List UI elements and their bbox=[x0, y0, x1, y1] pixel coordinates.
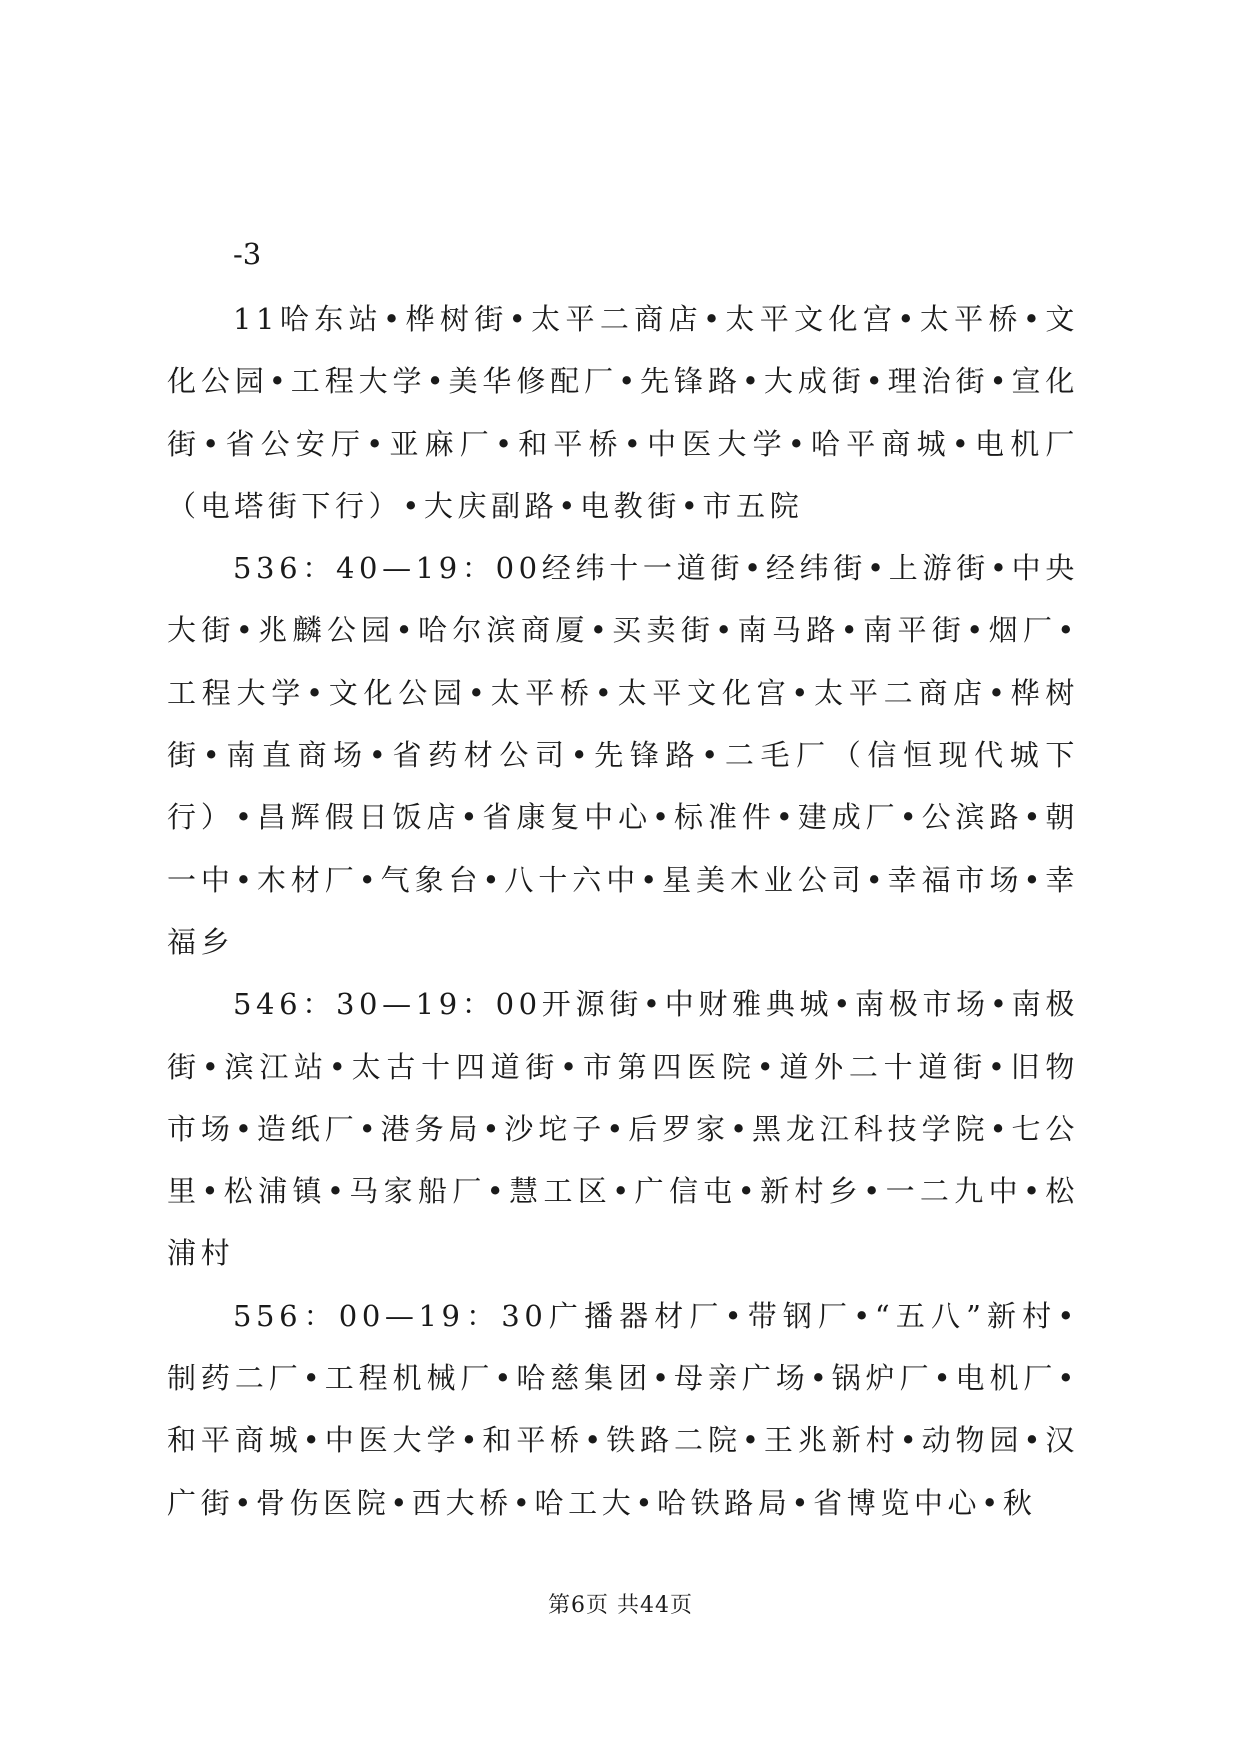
paragraph-page-marker: -3 bbox=[233, 237, 262, 271]
paragraph-route-54: 546：30—19：00开源街•中财雅典城•南极市场•南极街•滨江站•太古十四道街•市第四医院•道外二十道街•旧物市场•造纸厂•港务局•沙坨子•后罗家•黑龙江科技学院•七公里•松浦镇•马家船厂•慧工区•广信屯•新村乡•一二九中•松浦村 bbox=[167, 987, 1079, 1271]
paragraph-route-55: 556：00—19：30广播器材厂•带钢厂•“五八”新村•制药二厂•工程机械厂•哈慈集团•母亲广场•锅炉厂•电机厂•和平商城•中医大学•和平桥•铁路二院•王兆新村•动物园•汉广街•骨伤医院•西大桥•哈工大•哈铁路局•省博览中心•秋 bbox=[167, 1298, 1079, 1520]
paragraph-route-11: 11哈东站•桦树街•太平二商店•太平文化宫•太平桥•文化公园•工程大学•美华修配厂•先锋路•大成街•理治街•宣化街•省公安厅•亚麻厂•和平桥•中医大学•哈平商城•电机厂（电塔街下行）•大庆副路•电教街•市五院 bbox=[167, 302, 1079, 523]
page-footer: 第6页 共44页 bbox=[548, 1593, 693, 1618]
paragraph-route-53: 536：40—19：00经纬十一道街•经纬街•上游街•中央大街•兆麟公园•哈尔滨商厦•买卖街•南马路•南平街•烟厂•工程大学•文化公园•太平桥•太平文化宫•太平二商店•桦树街•南直商场•省药材公司•先锋路•二毛厂（信恒现代城下行）•昌辉假日饭店•省康复中心•标准件•建成厂•公滨路•朝一中•木材厂•气象台•八十六中•星美木业公司•幸福市场•幸福乡 bbox=[167, 551, 1079, 959]
document-body bbox=[167, 232, 1079, 1534]
